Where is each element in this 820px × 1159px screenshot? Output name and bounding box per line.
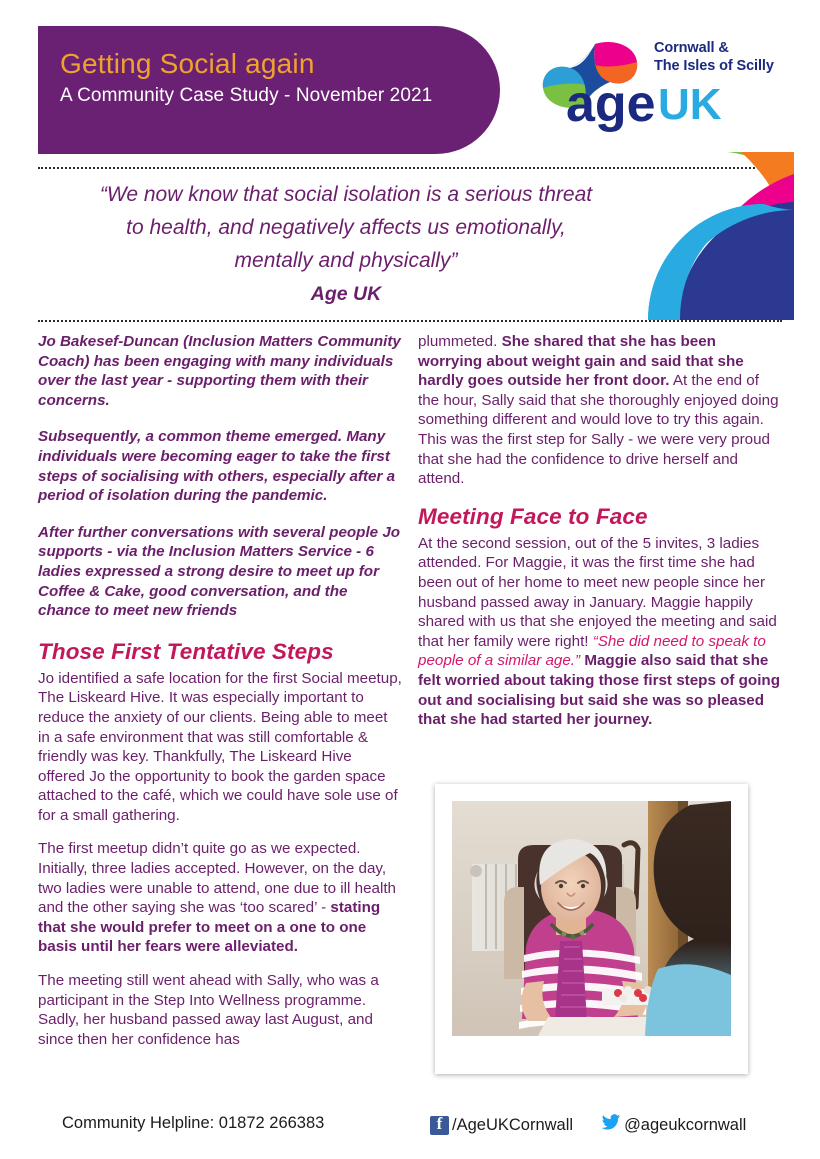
left-paragraph-1: Jo identified a safe location for the first Social meetup, The Liskeard Hive. It was especially important to reduce the anxiety of our clients. Being able to meet in a safe environment that was still comfortable & friendly was key. Thankfully, The Liskeard Hive offered Jo the opportunity to book the garden space attached to the café, which we could have sole use of for a small gathering. <box>38 669 402 824</box>
ageuk-wordmark <box>566 76 776 134</box>
logo-locality-line2: The Isles of Scilly <box>654 57 774 74</box>
right-column <box>418 332 782 744</box>
right-paragraph-1-tail: At the end of the hour, Sally said that she thoroughly enjoyed doing something different and would love to try this again. This was the first step for Sally - we were very proud that she had the confidence to drive herself and attend. <box>418 372 779 488</box>
right-paragraph-2 <box>418 534 782 730</box>
photo-elderly-woman <box>452 801 731 1036</box>
intro-paragraph-1: Jo Bakesef-Duncan (Inclusion Matters Community Coach) has been engaging with many individuals over the last year - supporting them with their concerns. <box>38 333 401 409</box>
quote-line-2: to health, and negatively affects us emotionally, <box>126 216 566 239</box>
facebook-icon <box>430 1116 449 1135</box>
section-heading-first-steps: Those First Tentative Steps <box>38 638 334 664</box>
social-links <box>430 1114 746 1136</box>
intro-paragraph-2: Subsequently, a common theme emerged. Many individuals were becoming eager to take the first steps of socialising with others, especially after a period of isolation during the pandemic. <box>38 428 396 505</box>
header-banner <box>38 26 500 154</box>
facebook-link[interactable] <box>430 1116 573 1135</box>
right-paragraph-2-bold: Maggie also said that she felt worried about taking those first steps of going out and socialising but said she was so pleased that she had started her journey. <box>418 652 780 729</box>
wordmark-age: age <box>566 76 656 133</box>
pull-quote <box>46 178 646 309</box>
footer <box>0 1104 820 1150</box>
right-paragraph-2-lead: At the second session, out of the 5 invites, 3 ladies attended. For Maggie, it was the first time she had been out of her home to meet new people since her husband passed away in January. Maggie happily shared with us that she enjoyed the meeting and said that her family were right! <box>418 534 777 650</box>
page-subtitle: A Community Case Study - November 2021 <box>60 85 433 107</box>
right-paragraph-2-quote: “She did need to speak to people of a similar age.” <box>418 632 766 670</box>
divider-bottom <box>38 320 782 322</box>
community-helpline: Community Helpline: 01872 266383 <box>62 1114 325 1132</box>
left-paragraph-2-bold: stating that she would prefer to meet on a one to one basis until her fears were alleviated. <box>38 899 381 956</box>
page-title: Getting Social again <box>60 48 315 79</box>
twitter-link[interactable] <box>601 1114 746 1136</box>
left-paragraph-3: The meeting still went ahead with Sally, who was a participant in the Step Into Wellness programme. Sadly, her husband passed away last August, and since then her confidence has <box>38 972 379 1048</box>
photo-frame <box>435 784 748 1074</box>
right-paragraph-1-lead: plummeted. <box>418 333 502 350</box>
right-paragraph-1 <box>418 332 782 489</box>
wordmark-uk: UK <box>658 80 722 129</box>
logo-locality-line1: Cornwall & <box>654 40 729 56</box>
facebook-handle: /AgeUKCornwall <box>452 1115 574 1134</box>
twitter-icon <box>601 1114 621 1136</box>
quote-attribution: Age UK <box>310 283 382 305</box>
intro-paragraph-3: After further conversations with several people Jo supports - via the Inclusion Matters Service - 6 ladies expressed a strong desire to meet up for Coffee & Cake, good conversation, and the chance to meet new friends <box>38 523 401 620</box>
ageuk-logo <box>536 36 786 136</box>
twitter-handle: @ageukcornwall <box>624 1115 747 1134</box>
right-paragraph-1-bold: She shared that she has been worrying about weight gain and said that she hardly goes outside her front door. <box>418 333 744 390</box>
quote-line-1: “We now know that social isolation is a serious threat <box>99 183 593 206</box>
quote-line-3: mentally and physically” <box>234 249 458 272</box>
decorative-fan-graphic <box>648 152 794 320</box>
left-paragraph-2-plain: The first meetup didn’t quite go as we expected. Initially, three ladies accepted. However, on the day, two ladies were unable to attend, one due to ill health and the other saying she was ‘too scared’ - <box>38 840 396 917</box>
section-heading-meeting-face-to-face: Meeting Face to Face <box>418 503 648 529</box>
left-paragraph-2 <box>38 839 402 957</box>
left-column <box>38 332 402 1063</box>
logo-locality-text <box>654 40 774 75</box>
